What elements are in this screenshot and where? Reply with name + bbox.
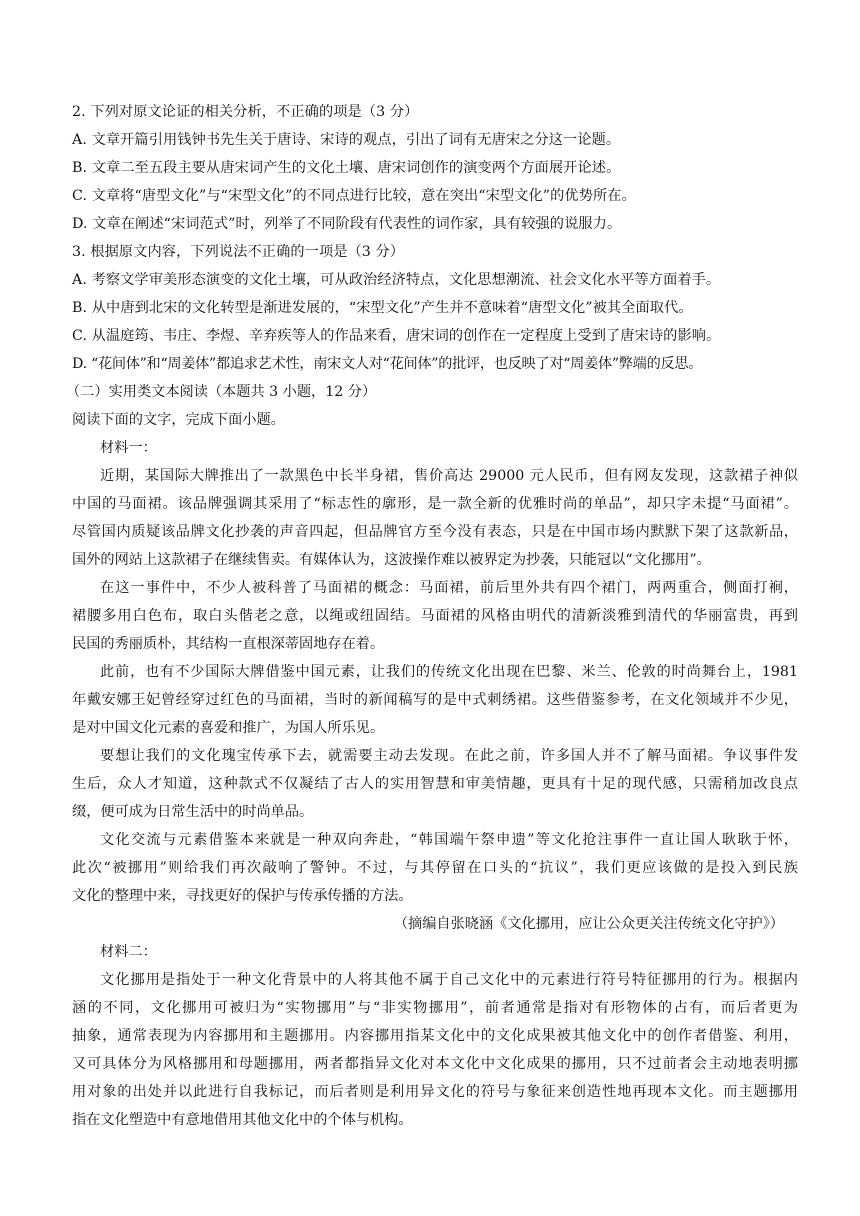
material-1-paragraph-5 [72,826,798,910]
question-2-option-d: D. 文章在阐述“宋词范式”时，列举了不同阶段有代表性的词作家，具有较强的说服力。 [72,216,622,232]
paragraph-line: 文化交流与元素借鉴本来就是一种双向奔赴，“韩国端午祭申遗”等文化抢注事件一直让国人耿耿于怀， [100,832,798,848]
paragraph-line: 此次“被挪用”则给我们再次敲响了警钟。不过，与其停留在口头的“抗议”，我们更应该做的是投入到民族 [72,860,798,876]
material-2-paragraph-1 [72,966,798,1134]
material-1-paragraph-2 [72,574,798,658]
material-1-paragraph-4 [72,742,798,826]
question-3-stem: 3. 根据原文内容，下列说法不正确的一项是（3 分） [72,244,405,260]
paragraph-line: 涵的不同，文化挪用可被归为“实物挪用”与“非实物挪用”，前者通常是指对有形物体的占有，而后者更为 [72,1000,798,1016]
question-2-option-b: B. 文章二至五段主要从唐宋词产生的文化土壤、唐宋词创作的演变两个方面展开论述。 [72,160,621,176]
paragraph-line: 生后，众人才知道，这种款式不仅凝结了古人的实用智慧和审美情趣，更具有十足的现代感，只需稍加改良点 [72,776,798,792]
material-1-paragraph-3 [72,658,798,742]
material-1-paragraph-1 [72,462,798,574]
question-3-option-a: A. 考察文学审美形态演变的文化土壤，可从政治经济特点，文化思想潮流、社会文化水平等方面着手。 [72,272,721,288]
paragraph-line: 在这一事件中，不少人被科普了马面裙的概念：马面裙，前后里外共有四个裙门，两两重合，侧面打裥， [100,580,798,596]
paragraph-line: 缀，便可成为日常生活中的时尚单品。 [72,804,314,820]
paragraph-line: 要想让我们的文化瑰宝传承下去，就需要主动去发现。在此之前，许多国人并不了解马面裙。争议事件发 [100,748,798,764]
paragraph-line: 此前，也有不少国际大牌借鉴中国元素，让我们的传统文化出现在巴黎、米兰、伦敦的时尚舞台上，1981 [100,664,798,680]
material-2 [72,938,798,1134]
question-2 [72,98,798,238]
material-2-label: 材料二： [100,944,157,960]
paragraph-line: 又可具体分为风格挪用和母题挪用，两者都指异文化对本文化中文化成果的挪用，只不过前者会主动地表明挪 [72,1056,798,1072]
paragraph-line: 文化挪用是指处于一种文化背景中的人将其他不属于自己文化中的元素进行符号特征挪用的行为。根据内 [100,972,798,988]
paragraph-line: 是对中国文化元素的喜爱和推广，为国人所乐见。 [72,720,385,736]
material-1-source: （摘编自张晓涵《文化挪用，应让公众更关注传统文化守护》） [393,916,784,932]
material-1-label: 材料一： [100,440,157,456]
paragraph-line: 近期，某国际大牌推出了一款黑色中长半身裙，售价高达 29000 元人民币，但有网友发现，这款裙子神似 [100,468,798,484]
question-3-option-b: B. 从中唐到北宋的文化转型是渐进发展的，“宋型文化”产生并不意味着“唐型文化”被其全面取代。 [72,300,693,316]
paragraph-line: 指在文化塑造中有意地借用其他文化中的个体与机构。 [72,1112,413,1128]
paragraph-line: 中国的马面裙。该品牌强调其采用了“标志性的廓形，是一款全新的优雅时尚的单品”，却只字未提“马面裙”。 [72,496,798,512]
paragraph-line: 抽象，通常表现为内容挪用和主题挪用。内容挪用指某文化中的文化成果被其他文化中的创作者借鉴、利用， [72,1028,798,1044]
question-3 [72,238,798,378]
paragraph-line: 年戴安娜王妃曾经穿过红色的马面裙，当时的新闻稿写的是中式刺绣裙。这些借鉴参考，在文化领域并不少见， [72,692,798,708]
paragraph-line: 尽管国内质疑该品牌文化抄袭的声音四起，但品牌官方至今没有表态，只是在中国市场内默默下架了这款新品， [72,524,798,540]
question-2-option-a: A. 文章开篇引用钱钟书先生关于唐诗、宋诗的观点，引出了词有无唐宋之分这一论题。 [72,132,621,148]
question-2-stem: 2. 下列对原文论证的相关分析，不正确的项是（3 分） [72,104,419,120]
material-1 [72,434,798,938]
paragraph-line: 文化的整理中来，寻找更好的保护与传承传播的方法。 [72,888,413,904]
section-heading: （二）实用类文本阅读（本题共 3 小题，12 分） [66,384,377,400]
section-instruction: 阅读下面的文字，完成下面小题。 [72,412,285,428]
question-3-option-d: D. “花间体”和“周姜体”都追求艺术性，南宋文人对“花间体”的批评，也反映了对“周姜体”弊端的反思。 [72,356,703,372]
document-page [66,98,798,1134]
paragraph-line: 用对象的出处并以此进行自我标记，而后者则是利用异文化的符号与象征来创造性地再现本文化。而主题挪用 [72,1084,798,1100]
paragraph-line: 民国的秀丽质朴，其结构一直根深蒂固地存在着。 [72,636,385,652]
paragraph-line: 裙腰多用白色布，取白头偕老之意，以绳或纽固结。马面裙的风格由明代的清新淡雅到清代的华丽富贵，再到 [72,608,798,624]
question-2-option-c: C. 文章将“唐型文化”与“宋型文化”的不同点进行比较，意在突出“宋型文化”的优势所在。 [72,188,636,204]
question-3-option-c: C. 从温庭筠、韦庄、李煜、辛弃疾等人的作品来看，唐宋词的创作在一定程度上受到了唐宋诗的影响。 [72,328,721,344]
paragraph-line: 国外的网站上这款裙子在继续售卖。有媒体认为，这波操作难以被界定为抄袭，只能冠以“文化挪用”。 [72,552,711,568]
